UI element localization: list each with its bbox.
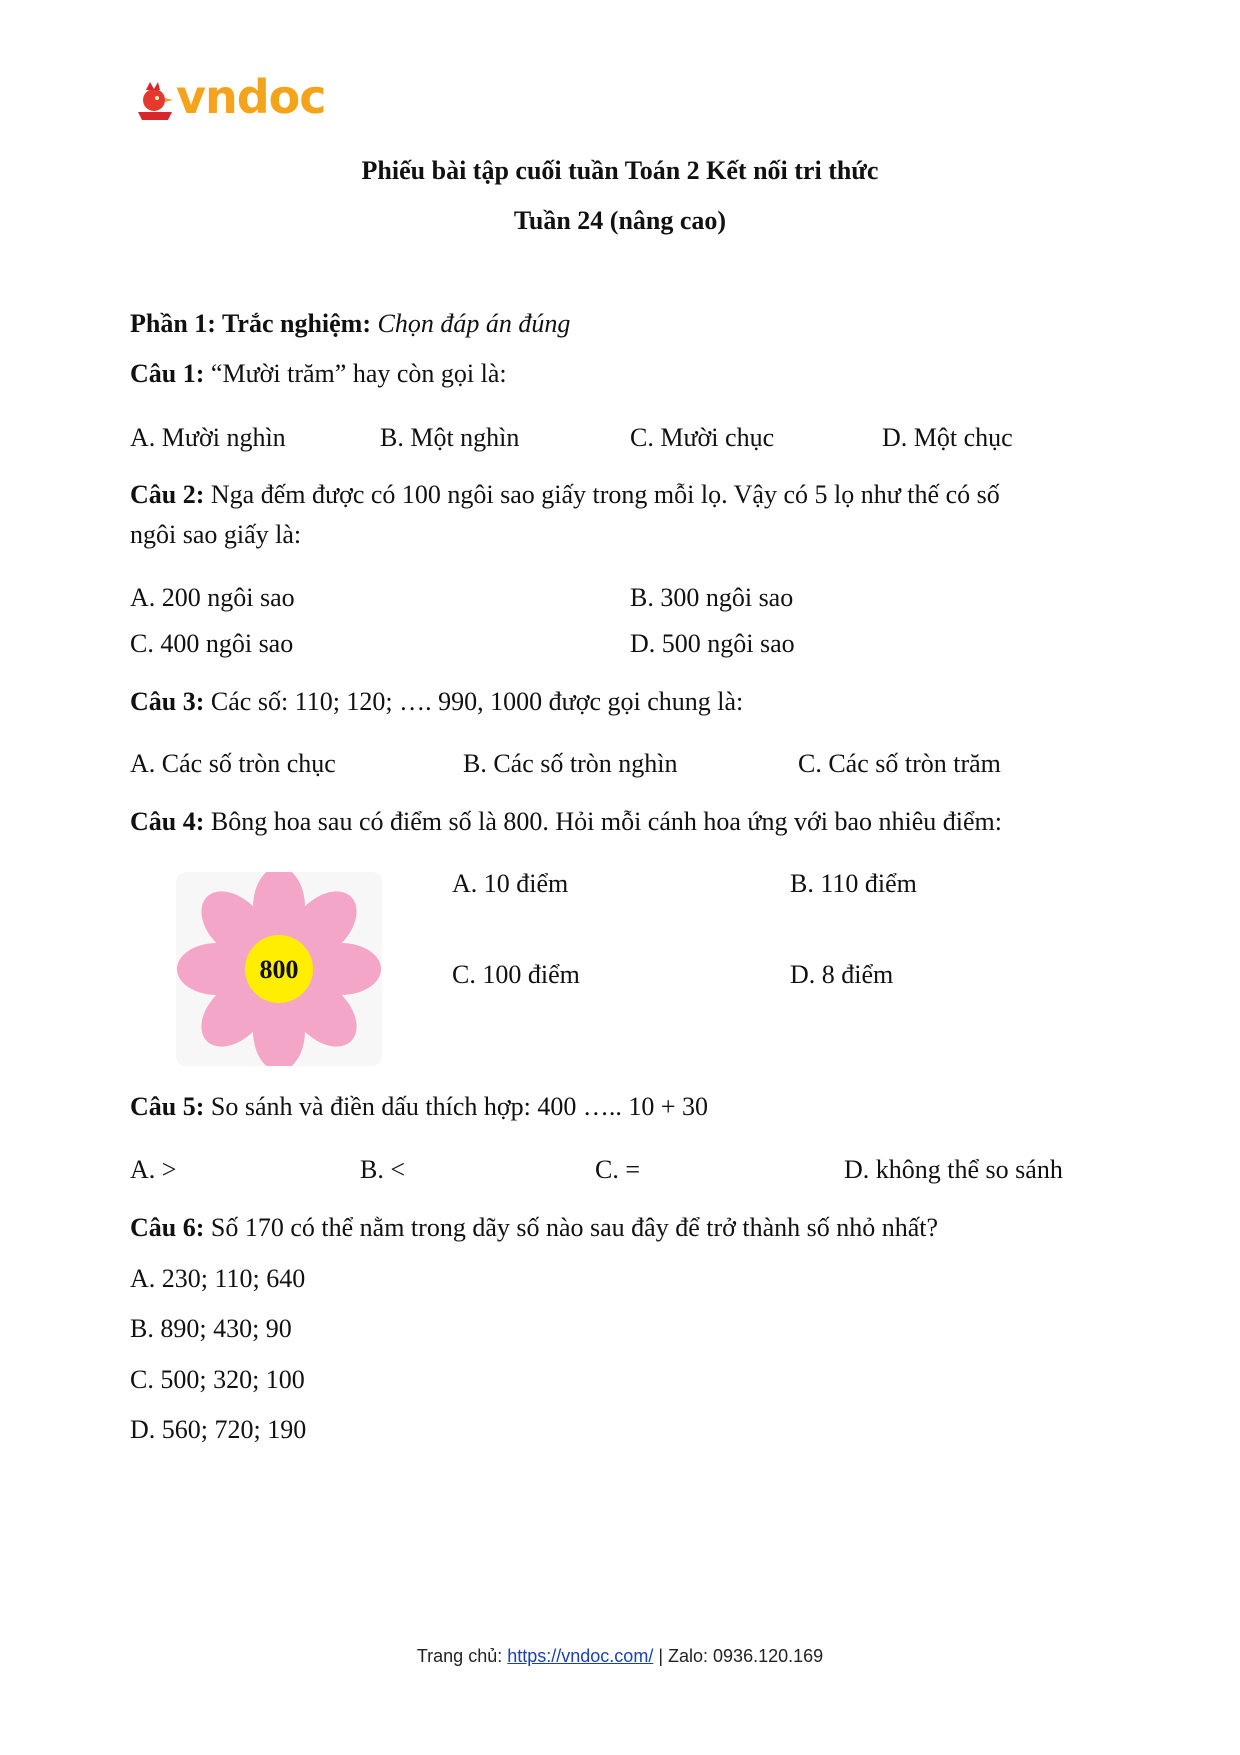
page-subtitle: Tuần 24 (nâng cao) [513, 206, 727, 235]
q6-option-d: D. 560; 720; 190 [130, 1415, 307, 1444]
q3-option-a: A. Các số tròn chục [130, 749, 336, 778]
question-text: Nga đếm được có 100 ngôi sao giấy trong mỗi lọ. Vậy có 5 lọ như thế có số [210, 480, 1000, 509]
part1-heading [130, 308, 570, 340]
q3-option-c: C. Các số tròn trăm [798, 749, 1001, 778]
footer-contact: | Zalo: 0936.120.169 [658, 1646, 824, 1666]
question-label: Câu 6: [130, 1213, 205, 1242]
page-footer [0, 1646, 1240, 1667]
flower-icon [176, 872, 382, 1066]
question-label: Câu 2: [130, 480, 205, 509]
q2-option-b: B. 300 ngôi sao [630, 583, 794, 612]
question-label: Câu 3: [130, 687, 205, 716]
q3-option-b: B. Các số tròn nghìn [463, 749, 678, 778]
q5-option-b: B. < [360, 1155, 406, 1184]
question-6 [130, 1212, 938, 1244]
q2-option-c: C. 400 ngôi sao [130, 629, 294, 658]
vndoc-logo [132, 70, 326, 126]
footer-prefix: Trang chủ: [416, 1646, 503, 1666]
question-label: Câu 5: [130, 1092, 205, 1121]
q6-option-a: A. 230; 110; 640 [130, 1264, 306, 1293]
q1-option-a: A. Mười nghìn [130, 423, 286, 452]
question-1 [130, 358, 507, 390]
q1-option-c: C. Mười chục [630, 423, 775, 452]
question-5 [130, 1091, 708, 1123]
flower-image [176, 872, 382, 1066]
question-text: So sánh và điền dấu thích hợp: 400 ….. 10 + 30 [210, 1092, 708, 1121]
part1-label: Phần 1: Trắc nghiệm: [130, 309, 371, 338]
question-text: “Mười trăm” hay còn gọi là: [210, 359, 507, 388]
question-label: Câu 4: [130, 807, 205, 836]
q2-option-a: A. 200 ngôi sao [130, 583, 295, 612]
q6-option-b: B. 890; 430; 90 [130, 1314, 292, 1343]
q1-option-d: D. Một chục [882, 423, 1013, 452]
page-title: Phiếu bài tập cuối tuần Toán 2 Kết nối tri thức [361, 156, 879, 185]
part1-instruction: Chọn đáp án đúng [377, 309, 571, 338]
homepage-link[interactable]: https://vndoc.com/ [507, 1646, 654, 1666]
q5-option-a: A. > [130, 1155, 177, 1184]
q6-option-c: C. 500; 320; 100 [130, 1365, 305, 1394]
rooster-icon [132, 78, 178, 124]
question-2 [130, 479, 1000, 511]
logo-text: vndoc [176, 70, 326, 124]
q2-option-d: D. 500 ngôi sao [630, 629, 795, 658]
question-3 [130, 686, 743, 718]
q2-text-line2: ngôi sao giấy là: [130, 520, 302, 549]
question-text: Bông hoa sau có điểm số là 800. Hỏi mỗi cánh hoa ứng với bao nhiêu điểm: [210, 807, 1003, 836]
q1-option-b: B. Một nghìn [380, 423, 520, 452]
q4-option-d: D. 8 điểm [790, 960, 894, 989]
q5-option-c: C. = [595, 1155, 641, 1184]
question-4 [130, 806, 1002, 838]
q5-option-d: D. không thể so sánh [844, 1155, 1063, 1184]
q4-option-c: C. 100 điểm [452, 960, 580, 989]
q4-option-a: A. 10 điểm [452, 869, 569, 898]
flower-value: 800 [259, 955, 299, 984]
question-text: Các số: 110; 120; …. 990, 1000 được gọi chung là: [210, 687, 744, 716]
q4-option-b: B. 110 điểm [790, 869, 917, 898]
question-text: Số 170 có thể nằm trong dãy số nào sau đây để trở thành số nhỏ nhất? [210, 1213, 939, 1242]
question-label: Câu 1: [130, 359, 205, 388]
